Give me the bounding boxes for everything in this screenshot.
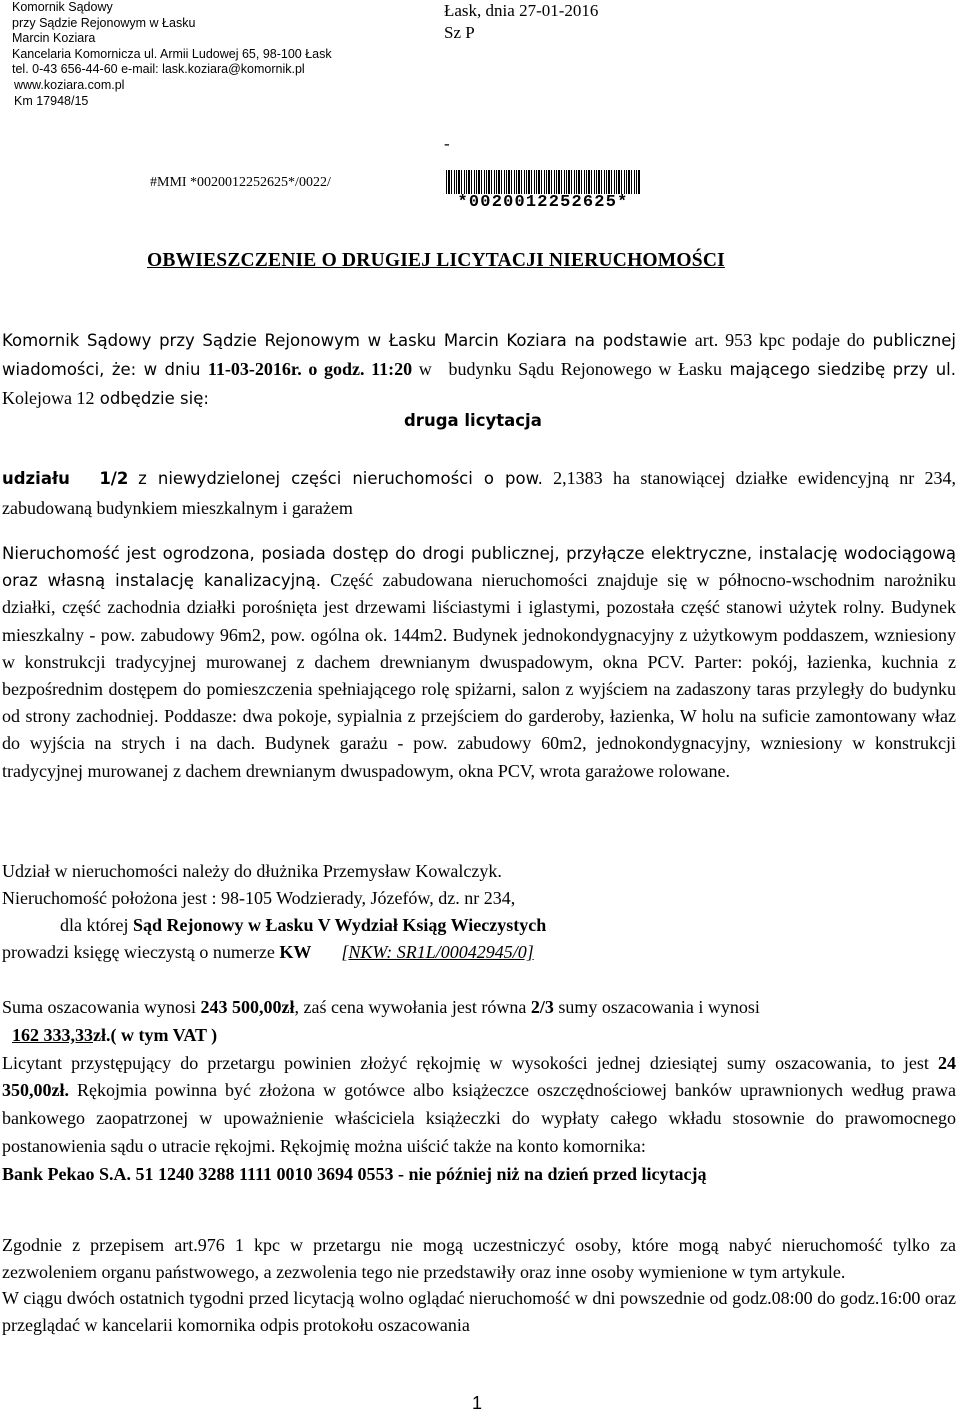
intro-text: Komornik Sądowy przy Sądzie Rejonowym w Łasku Marcin Koziara na podstawie	[2, 331, 695, 350]
page-number: 1	[472, 1393, 483, 1413]
office-line: Komornik Sądowy	[12, 0, 113, 14]
valuation-text: sumy oszacowania i wynosi	[553, 997, 760, 1017]
description-text: Poddasze: dwa pokoje, sypialnia z przejściem do garderoby, łazienka, W holu na suficie zamontowany właz do wyjścia na strych i na dach.	[2, 706, 956, 754]
ownership-block	[2, 858, 956, 966]
share-paragraph	[2, 464, 956, 524]
intro-text: mającego siedzibę przy ul.	[729, 360, 956, 379]
share-text: z niewydzielonej części nieruchomości o pow.	[138, 469, 543, 488]
office-address: Kancelaria Komornicza ul. Armii Ludowej 65, 98-100 Łask	[12, 46, 332, 61]
case-number: Km 17948/15	[14, 93, 89, 108]
valuation-text: Suma oszacowania wynosi	[2, 997, 201, 1017]
kw-number: [NKW: SR1L/00042945/0]	[341, 942, 534, 962]
office-website: www.koziara.com.pl	[14, 77, 125, 92]
barcode-bars	[446, 170, 640, 194]
place-date: Łask, dnia 27-01-2016	[444, 1, 599, 20]
deposit-text: Rękojmia powinna być złożona w gotówce albo książeczce oszczędnościowej banków uprawnionych według prawa bankowego zaopatrzonej w upoważnienie właściciela książeczki do wypłaty całego wkładu stosownie do prawomocnego postanowienia sądu o utracie rękojmi. Rękojmię można uiścić także na konto komornika:	[2, 1080, 956, 1156]
share-label: udziału	[2, 469, 70, 488]
valuation-paragraph	[2, 994, 956, 1189]
notice-title: OBWIESZCZENIE O DRUGIEJ LICYTACJI NIERUCHOMOŚCI	[147, 250, 725, 271]
reference-initials: Sz P	[444, 23, 475, 42]
description-text: Część zabudowana nieruchomości znajduje się w północno-wschodnim narożniku działki, część zachodnia działki porośnięta jest drzewami liściastymi i iglastymi, pozostała część stanowi użytek rolny. Budynek mieszkalny - pow. zabudowy 96m2, pow. ogólna ok. 144m2.	[2, 570, 956, 645]
land-registry-court: Sąd Rejonowy w Łasku V Wydział Ksiąg Wieczystych	[132, 915, 547, 935]
auction-venue: budynku Sądu Rejonowego w Łasku	[448, 359, 723, 379]
bank-account: Bank Pekao S.A. 51 1240 3288 1111 0010 3694 0553 - nie później niż na dzień przed licytacją	[2, 1163, 707, 1184]
description-text: zabudowy 60m2, jednokondygnacyjny, wzniesiony w konstrukcji tradycyjnej murowanej z dachem drewnianym dwuspadowym, okna PCV, wrota garażowe rolowane.	[2, 733, 956, 781]
bailiff-office-header	[12, 0, 372, 109]
office-line: Marcin Koziara	[12, 31, 96, 46]
call-price-vat: zł.( w tym VAT )	[93, 1024, 218, 1045]
description-text: Budynek garażu - pow.	[255, 733, 448, 754]
intro-paragraph	[2, 326, 956, 413]
kw-label: KW	[279, 942, 312, 962]
place-date-block	[444, 0, 598, 44]
property-description	[2, 540, 956, 785]
intro-text: publicznej wiadomości, że: w dniu	[2, 331, 957, 379]
debtor-line: Udział w nieruchomości należy do dłużnika Przemysław Kowalczyk.	[2, 861, 502, 881]
description-text: Nieruchomość jest ogrodzona, posiada dostęp do drogi publicznej, przyłącze elektryczne, instalację wodociągową oraz własną instalację kanalizacyjną.	[2, 544, 956, 591]
mmi-code: #MMI *0020012252625*/0022/	[150, 175, 331, 190]
description-text: Parter: pokój, łazienka, kuchnia z bezpośrednim dostępem do pomieszczenia spełniającego rolę spiżarni, salon z wyjściem na zadaszony taras przyległy do budynku od strony zachodniej.	[2, 651, 956, 727]
deposit-amount: 24 350,00zł.	[2, 1052, 956, 1101]
location-line: Nieruchomość położona jest : 98-105 Wodzierady, Józefów, dz. nr 234,	[2, 888, 516, 908]
land-register-line	[2, 939, 956, 966]
barcode-text: *0020012252625*	[457, 193, 629, 212]
intro-text: w	[412, 359, 439, 379]
description-text: Budynek jednokondygnacyjny z użytkowym poddaszem, wzniesiony w konstrukcji tradycyjnej murowanej z dachem drewnianym dwuspadowym, okna PCV.	[2, 624, 956, 672]
intro-text: odbędzie się:	[94, 389, 209, 408]
venue-street: Kolejowa 12	[2, 388, 95, 408]
valuation-sum: 243 500,00zł	[200, 997, 295, 1017]
deposit-text: Licytant przystępujący do przetargu powinien złożyć rękojmię w wysokości jednej dziesiątej sumy oszacowania, to jest	[2, 1052, 938, 1073]
viewing-text: W ciągu dwóch ostatnich tygodni przed licytacją wolno oglądać nieruchomość w dni powszednie od godz.08:00 do godz.16:00 oraz przeglądać w kancelarii komornika odpis protokołu oszacowania	[2, 1288, 956, 1335]
court-line	[2, 912, 956, 939]
call-fraction: 2/3	[530, 997, 554, 1017]
auction-datetime: 11-03-2016r. o godz. 11:20	[207, 359, 413, 379]
valuation-text: , zaś cena wywołania jest równa	[294, 997, 531, 1017]
legal-paragraph	[2, 1232, 956, 1338]
share-fraction: 1/2	[99, 469, 129, 488]
office-line: przy Sądzie Rejonowym w Łasku	[12, 15, 196, 30]
auction-type: druga licytacja	[404, 411, 542, 430]
kw-intro: prowadzi księgę wieczystą o numerze	[2, 942, 280, 962]
court-intro: dla której	[60, 915, 133, 935]
legal-basis: art. 953 kpc podaje do	[694, 330, 865, 350]
call-price: 162 333,33	[12, 1024, 93, 1045]
dash-mark: -	[444, 134, 450, 153]
plot-description: 2,1383 ha stanowiącej działke ewidencyjną nr 234, zabudowaną budynkiem mieszkalnym i garażem	[2, 468, 957, 518]
legal-text: Zgodnie z przepisem art.976 1 kpc w przetargu nie mogą uczestniczyć osoby, które mogą nabyć nieruchomość tylko za zezwoleniem organu państwowego, a zezwolenia tego nie przedstawiły oraz inne osoby wymienione w tym artykule.	[2, 1235, 956, 1282]
office-contact: tel. 0-43 656-44-60 e-mail: lask.koziara@komornik.pl	[12, 62, 305, 77]
barcode	[446, 170, 640, 210]
